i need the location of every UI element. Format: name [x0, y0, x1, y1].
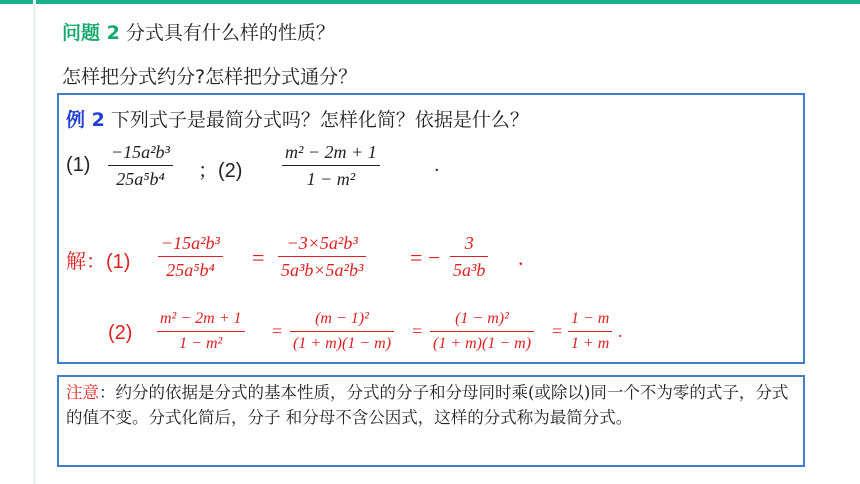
- solution2-fraction-2: [290, 311, 394, 352]
- equals-minus-sign: = −: [410, 245, 441, 270]
- fraction-denominator: 25a⁵b⁴: [166, 260, 215, 280]
- example-item1-label: (1): [66, 154, 91, 176]
- fraction-denominator: (1 + m)(1 − m): [433, 335, 532, 352]
- solution2-fraction-3: [430, 311, 534, 352]
- fraction-bar: [568, 331, 612, 332]
- solution1-fraction-1: [158, 234, 223, 279]
- solution1-fraction-2: [278, 234, 366, 279]
- note-label: 注意: [66, 383, 99, 402]
- question-heading: [62, 18, 335, 45]
- question-subtitle: 怎样把分式约分?怎样把分式通分？: [62, 66, 358, 88]
- solution2-end-dot: .: [618, 321, 623, 341]
- fraction-denominator: 1 − m²: [306, 169, 356, 189]
- example-label: 例 2: [66, 109, 105, 131]
- solution2-label: (2): [108, 322, 133, 344]
- question-title: 分式具有什么样的性质？: [125, 22, 335, 44]
- fraction-numerator: −3×5a²b³: [286, 233, 358, 253]
- example-separator: ；(2): [198, 160, 243, 182]
- fraction-denominator: 1 − m²: [179, 335, 223, 352]
- fraction-denominator: 5a³b: [453, 260, 486, 280]
- solution1-fraction-3: [450, 234, 488, 279]
- fraction-numerator: 1 − m: [571, 310, 610, 327]
- solution1-end-dot: .: [518, 245, 524, 270]
- example-end-dot: .: [434, 154, 440, 176]
- note-text: ：约分的依据是分式的基本性质，分式的分子和分母同时乘(或除以)同一个不为零的式子，分式的值不变。分式化简后，分子 和分母不含公因式，这样的分式称为最简分式。: [66, 383, 789, 427]
- fraction-numerator: −15a²b³: [161, 233, 220, 253]
- equals-sign: =: [252, 245, 265, 270]
- example-fraction-2: [282, 143, 380, 188]
- top-accent-bar: [0, 0, 860, 4]
- question-label: 问题 2: [62, 22, 120, 44]
- fraction-denominator: (1 + m)(1 − m): [293, 335, 392, 352]
- fraction-numerator: m² − 2m + 1: [285, 142, 377, 162]
- equals-sign: =: [552, 321, 563, 341]
- fraction-bar: [282, 165, 380, 166]
- fraction-denominator: 25a⁵b⁴: [116, 169, 165, 189]
- fraction-bar: [430, 331, 534, 332]
- fraction-bar: [450, 256, 488, 257]
- fraction-numerator: m² − 2m + 1: [160, 310, 242, 327]
- left-accent-strip: [33, 0, 36, 484]
- fraction-denominator: 5a³b×5a²b³: [281, 260, 364, 280]
- fraction-bar: [157, 331, 245, 332]
- equals-sign: =: [272, 321, 283, 341]
- example-fraction-1: [108, 143, 173, 188]
- fraction-numerator: −15a²b³: [111, 142, 170, 162]
- note-paragraph: [66, 380, 796, 430]
- fraction-numerator: (1 − m)²: [455, 310, 509, 327]
- solution-label: 解：(1): [66, 251, 131, 273]
- fraction-bar: [158, 256, 223, 257]
- example-heading: [66, 105, 529, 132]
- solution2-fraction-4: [568, 311, 612, 352]
- example-title: 下列式子是最简分式吗？怎样化简？依据是什么？: [110, 109, 529, 131]
- fraction-numerator: (m − 1)²: [315, 310, 369, 327]
- fraction-bar: [278, 256, 366, 257]
- fraction-denominator: 1 + m: [571, 335, 610, 352]
- fraction-numerator: 3: [464, 233, 474, 253]
- fraction-bar: [108, 165, 173, 166]
- fraction-bar: [290, 331, 394, 332]
- solution2-fraction-1: [157, 311, 245, 352]
- equals-sign: =: [412, 321, 423, 341]
